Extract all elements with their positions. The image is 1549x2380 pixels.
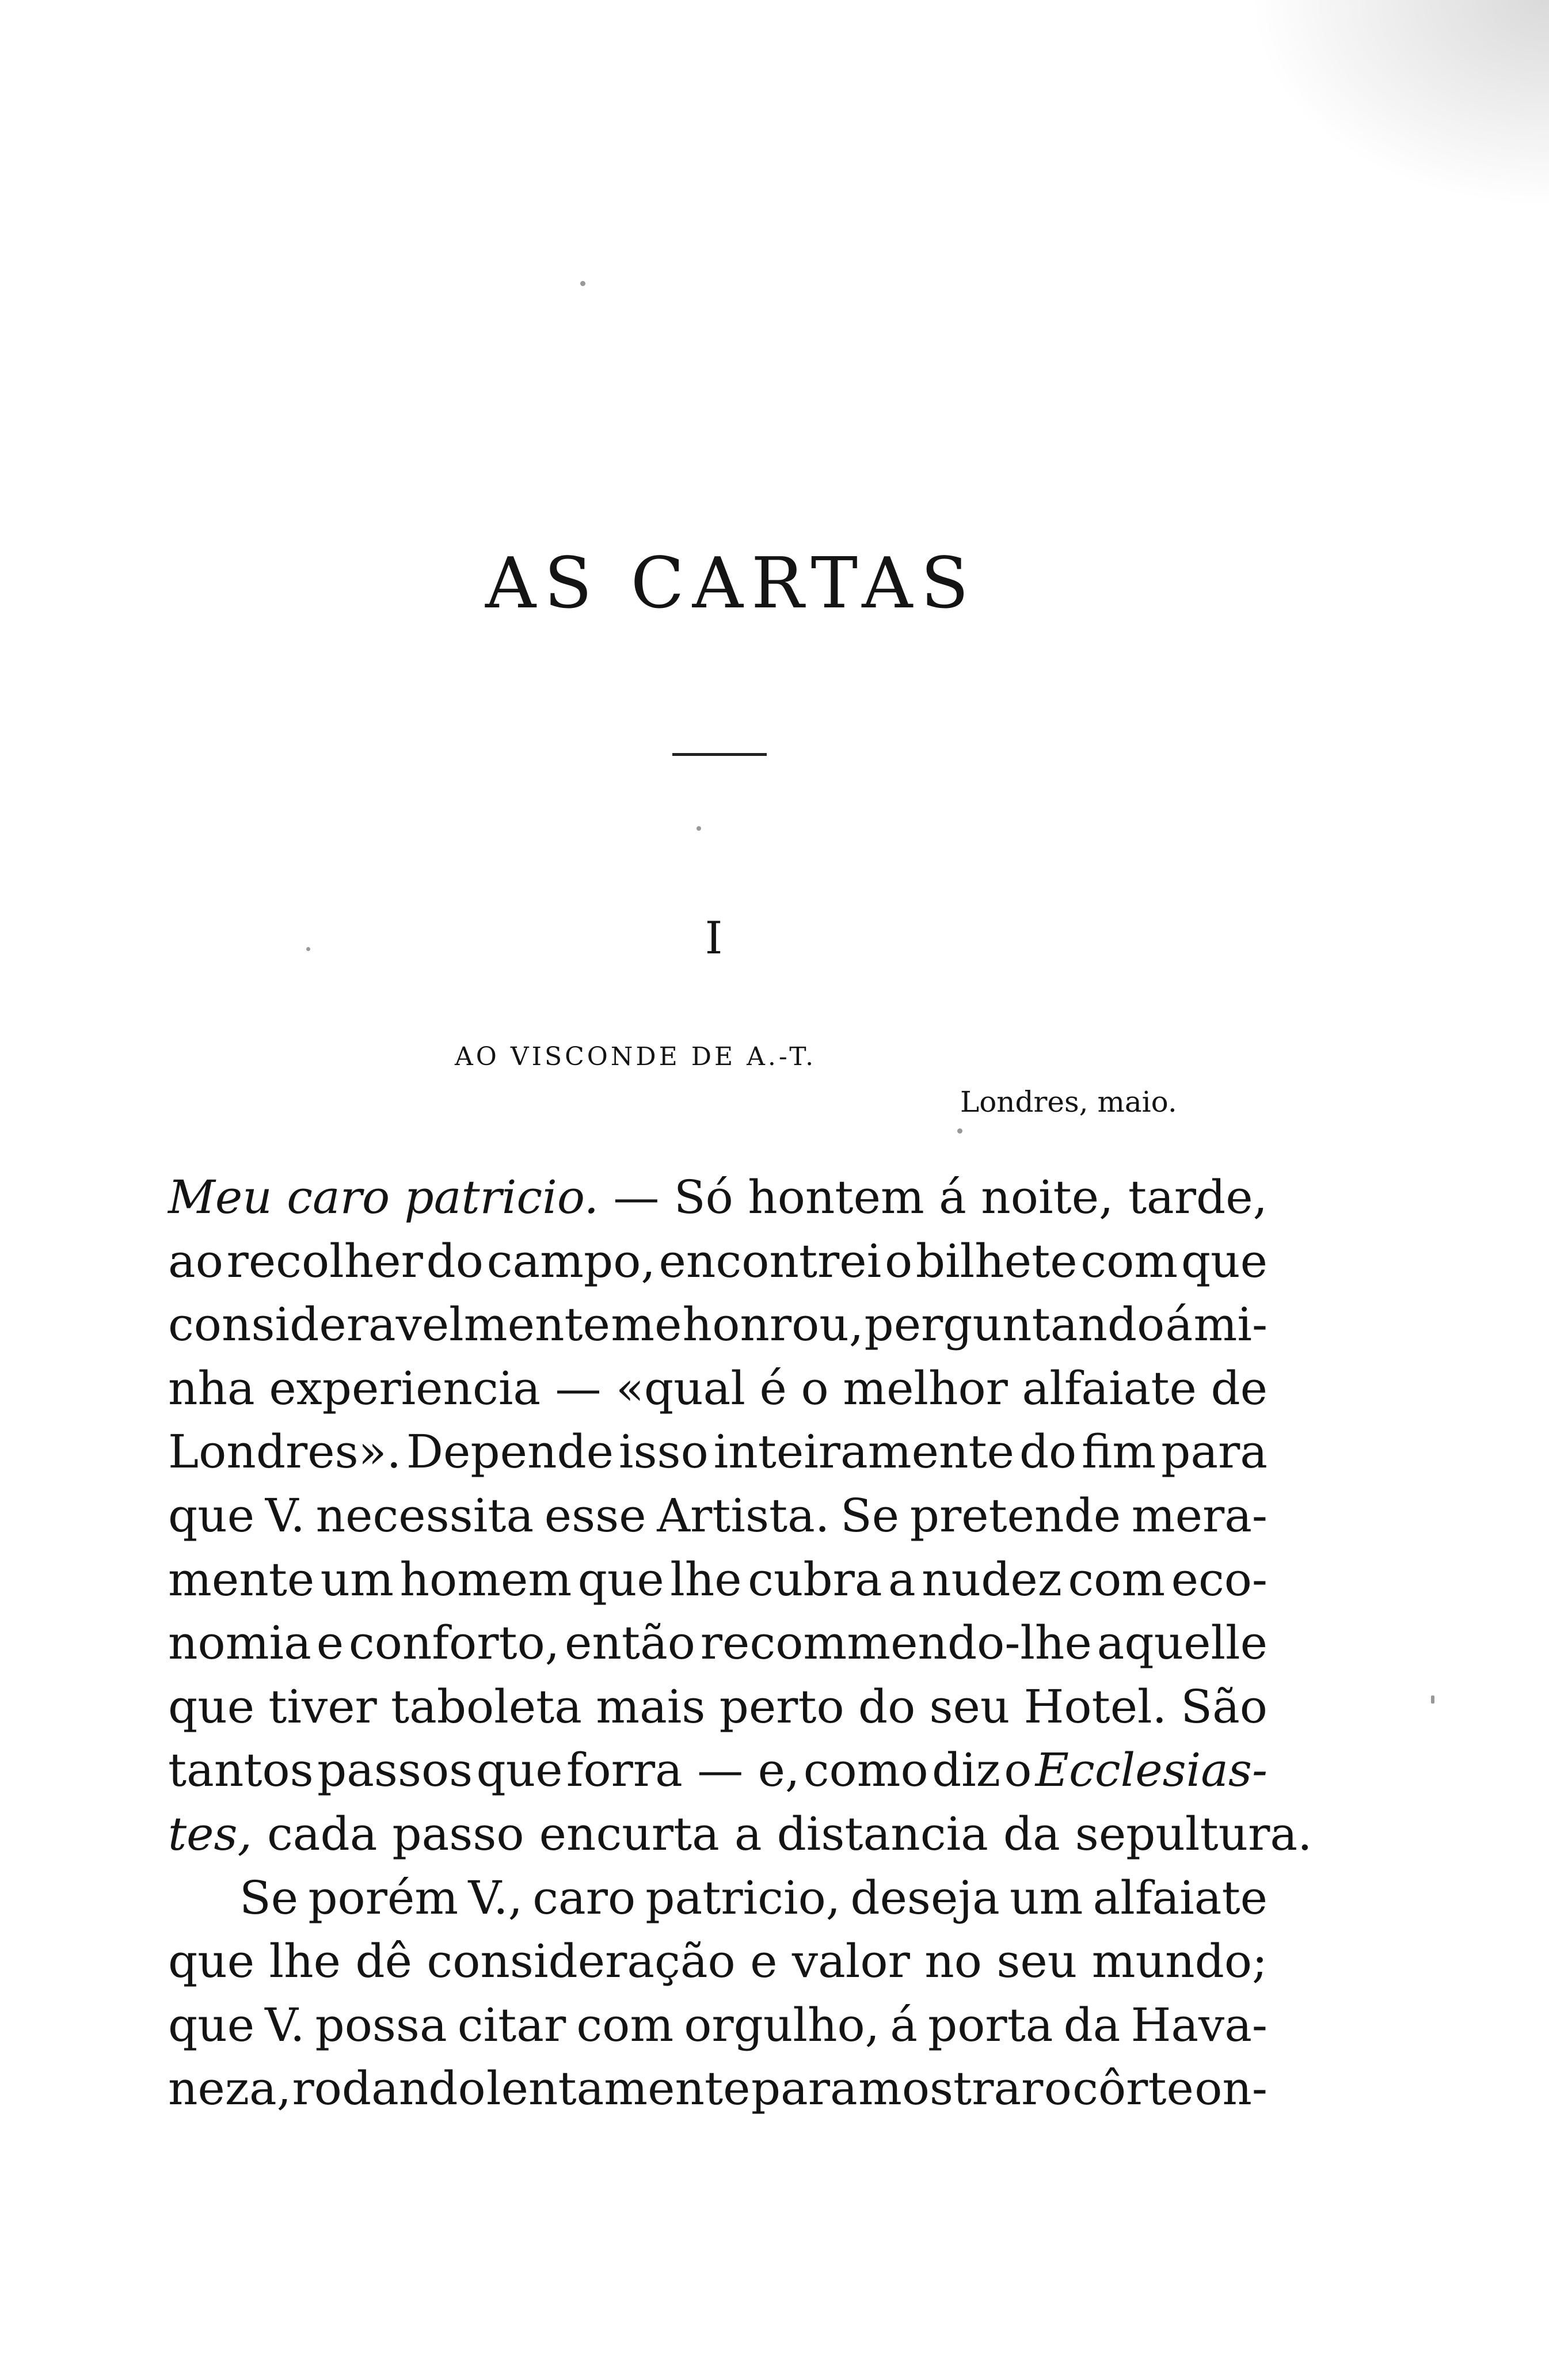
- text-line: [168, 1866, 1268, 1930]
- word: como: [803, 1743, 928, 1797]
- word: V.,: [468, 1870, 523, 1925]
- word: necessita: [315, 1488, 534, 1542]
- word: —: [613, 1170, 660, 1224]
- text-line: [168, 1611, 1268, 1675]
- word: com: [1068, 1552, 1166, 1606]
- word: um: [320, 1552, 394, 1606]
- word: pretende: [909, 1488, 1121, 1542]
- word: fim: [1082, 1425, 1156, 1479]
- word: mera-: [1131, 1488, 1268, 1542]
- text-line: [168, 1930, 1268, 1994]
- ink-speck: [580, 281, 585, 286]
- word: perto: [719, 1679, 844, 1733]
- word: tiver: [268, 1679, 377, 1733]
- word: para: [751, 2062, 858, 2116]
- word: sepultura.: [1075, 1807, 1312, 1861]
- word: do: [1019, 1425, 1077, 1479]
- word: porta: [928, 1998, 1053, 2052]
- word: deseja: [850, 1870, 1000, 1925]
- word: dê: [355, 1934, 412, 1989]
- word: para: [1161, 1425, 1268, 1479]
- ink-speck: [957, 1128, 962, 1134]
- text-line: [168, 1675, 1268, 1739]
- word: forra — e,: [566, 1743, 800, 1797]
- word: mostrar: [858, 2062, 1044, 2116]
- word: eco-: [1171, 1552, 1268, 1606]
- text-line: [168, 1293, 1268, 1357]
- word: o: [801, 1361, 829, 1415]
- word: orgulho,: [684, 1998, 880, 2052]
- word: é: [759, 1361, 787, 1415]
- word: homem: [399, 1552, 572, 1606]
- word: seu: [996, 1934, 1078, 1989]
- word: passo: [392, 1807, 524, 1861]
- word: nomia: [168, 1616, 311, 1670]
- text-line: [168, 1548, 1268, 1612]
- text-line: [168, 1420, 1268, 1484]
- word: com: [576, 1998, 674, 2052]
- word: tes,: [168, 1807, 252, 1861]
- word: então: [565, 1616, 695, 1670]
- word: á: [939, 1170, 966, 1224]
- place-date: Londres, maio.: [960, 1085, 1177, 1119]
- word: citar: [457, 1998, 566, 2052]
- text-line: [168, 2057, 1268, 2121]
- word: encontrei: [659, 1234, 882, 1288]
- word: nha: [168, 1361, 255, 1415]
- word: tantos: [168, 1743, 314, 1797]
- word: do: [426, 1234, 484, 1288]
- word: um: [1010, 1870, 1083, 1925]
- word: mi-: [1193, 1298, 1268, 1352]
- title-divider: [672, 753, 767, 756]
- word: á: [1165, 1298, 1193, 1352]
- word: Londres».: [168, 1425, 402, 1479]
- ink-speck: [1431, 1695, 1434, 1704]
- body-text: [168, 1166, 1312, 2121]
- word: mais: [596, 1679, 706, 1733]
- word: do: [858, 1679, 916, 1733]
- text-line: [168, 1357, 1268, 1421]
- word: valor: [791, 1934, 910, 1989]
- word: me: [611, 1298, 682, 1352]
- word: com: [1080, 1234, 1178, 1288]
- word: Depende: [406, 1425, 614, 1479]
- word: nudez: [922, 1552, 1062, 1606]
- word: Se: [239, 1870, 299, 1925]
- word: consideravelmente: [168, 1298, 610, 1352]
- word: caro: [532, 1870, 636, 1925]
- word: inteiramente: [713, 1425, 1014, 1479]
- word: que: [168, 1934, 255, 1989]
- word: patricio,: [645, 1870, 841, 1925]
- word: aquelle: [1097, 1616, 1268, 1670]
- ink-speck: [306, 947, 310, 951]
- section-number: I: [705, 913, 723, 964]
- word: consideração: [427, 1934, 736, 1989]
- word: diz: [931, 1743, 1000, 1797]
- word: Só: [673, 1170, 733, 1224]
- word: lentamente: [486, 2062, 751, 2116]
- word: no: [924, 1934, 982, 1989]
- word: o: [884, 1234, 913, 1288]
- word: V.: [265, 1488, 305, 1542]
- word: cada: [267, 1807, 378, 1861]
- ink-speck: [697, 826, 701, 831]
- word: distancia: [777, 1807, 988, 1861]
- word: cubra: [748, 1552, 882, 1606]
- word: que: [168, 1679, 255, 1733]
- word: neza,: [168, 2062, 292, 2116]
- word: Se: [840, 1488, 900, 1542]
- word: que: [1181, 1234, 1268, 1288]
- word: e: [750, 1934, 778, 1989]
- word: Hotel.: [1023, 1679, 1167, 1733]
- word: a: [888, 1552, 916, 1606]
- word: recolher: [226, 1234, 423, 1288]
- word: esse: [544, 1488, 646, 1542]
- word: V.: [265, 1998, 305, 2052]
- word: o: [1004, 1743, 1032, 1797]
- word: noite,: [981, 1170, 1114, 1224]
- word: que: [577, 1552, 664, 1606]
- word: isso: [618, 1425, 709, 1479]
- word: que: [168, 1488, 255, 1542]
- dedication: AO VISCONDE DE A.-T.: [455, 1042, 817, 1071]
- word: campo,: [486, 1234, 656, 1288]
- word: Meu caro patricio.: [168, 1170, 599, 1224]
- word: taboleta: [391, 1679, 582, 1733]
- word: honrou,: [682, 1298, 864, 1352]
- word: on-: [1194, 2062, 1268, 2116]
- word: lhe: [269, 1934, 341, 1989]
- word: bilhete: [915, 1234, 1078, 1288]
- word: encurta: [539, 1807, 720, 1861]
- word: tarde,: [1128, 1170, 1268, 1224]
- text-line: [168, 1803, 1312, 1866]
- word: côrte: [1072, 2062, 1194, 2116]
- word: alfaiate: [1093, 1870, 1268, 1925]
- page-title: AS CARTAS: [485, 542, 977, 624]
- word: perguntando: [864, 1298, 1165, 1352]
- word: possa: [315, 1998, 447, 2052]
- word: porém: [308, 1870, 459, 1925]
- word: lhe: [670, 1552, 742, 1606]
- word: mundo;: [1091, 1934, 1268, 1989]
- word: da: [1003, 1807, 1060, 1861]
- word: da: [1063, 1998, 1121, 2052]
- word: conforto,: [348, 1616, 560, 1670]
- page-scan-shading: [1250, 0, 1549, 207]
- word: seu: [929, 1679, 1010, 1733]
- word: passos: [317, 1743, 473, 1797]
- word: São: [1181, 1679, 1268, 1733]
- word: e: [316, 1616, 344, 1670]
- word: Ecclesias-: [1035, 1743, 1268, 1797]
- word: que: [476, 1743, 563, 1797]
- word: ao: [168, 1234, 223, 1288]
- text-line: [168, 1994, 1268, 2058]
- word: experiencia — «qual: [269, 1361, 745, 1415]
- word: a: [734, 1807, 762, 1861]
- word: hontem: [748, 1170, 924, 1224]
- text-line: [168, 1230, 1268, 1294]
- word: á: [890, 1998, 918, 2052]
- word: que: [168, 1998, 255, 2052]
- text-line: [168, 1739, 1268, 1803]
- word: o: [1044, 2062, 1072, 2116]
- word: recommendo-lhe: [700, 1616, 1092, 1670]
- text-line: [168, 1166, 1268, 1230]
- word: Artista.: [657, 1488, 830, 1542]
- word: rodando: [292, 2062, 486, 2116]
- word: Hava-: [1131, 1998, 1268, 2052]
- word: alfaiate: [1022, 1361, 1197, 1415]
- word: de: [1211, 1361, 1268, 1415]
- word: melhor: [843, 1361, 1008, 1415]
- text-line: [168, 1484, 1268, 1548]
- word: mente: [168, 1552, 315, 1606]
